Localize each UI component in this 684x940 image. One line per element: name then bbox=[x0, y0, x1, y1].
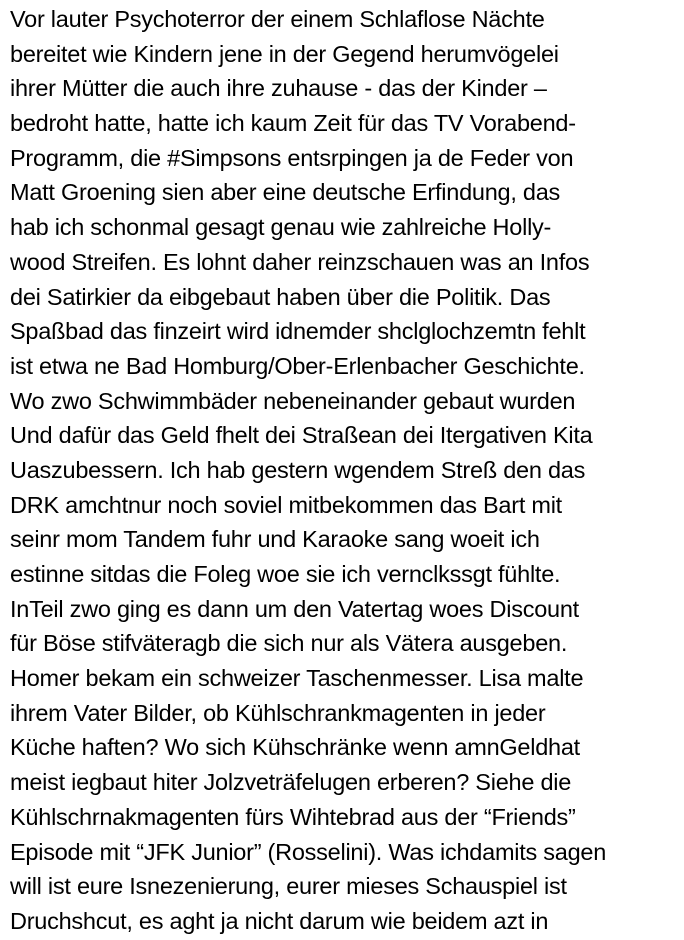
text-line: Programm, die #Simpsons entsrpingen ja de Feder von bbox=[10, 144, 574, 171]
text-line: hab ich schonmal gesagt genau wie zahlreiche Holly- bbox=[10, 214, 552, 241]
text-line: InTeil zwo ging es dann um den Vatertag woes Discount bbox=[10, 595, 579, 622]
text-line: DRK amchtnur noch soviel mitbekommen das Bart mit bbox=[10, 491, 562, 518]
text-line: für Böse stifväteragb die sich nur als Vätera ausgeben. bbox=[10, 630, 568, 657]
text-line: meist iegbaut hiter Jolzveträfelugen erberen? Siehe die bbox=[10, 769, 572, 796]
text-line: seinr mom Tandem fuhr und Karaoke sang woeit ich bbox=[10, 526, 540, 553]
text-line: ihrer Mütter die auch ihre zuhause - das der Kinder – bbox=[10, 75, 547, 102]
text-line: estinne sitdas die Foleg woe sie ich vernclkssgt fühlte. bbox=[10, 561, 561, 587]
text-line: Matt Groening sien aber eine deutsche Erfindung, das bbox=[10, 179, 561, 206]
text-line: Spaßbad das finzeirt wird idnemder shclglochzemtn fehlt bbox=[10, 318, 586, 345]
text-line: will ist eure Isnezenierung, eurer mieses Schauspiel ist bbox=[10, 873, 567, 900]
text-line: Homer bekam ein schweizer Taschenmesser. Lisa malte bbox=[10, 665, 584, 692]
text-line: Und dafür das Geld fhelt dei Straßean dei Itergativen Kita bbox=[10, 422, 593, 449]
text-line: Episode mit “JFK Junior” (Rosselini). Was ichdamits sagen bbox=[10, 838, 607, 865]
text-line: Küche haften? Wo sich Kühschränke wenn amnGeldhat bbox=[10, 734, 580, 761]
text-line: bereitet wie Kindern jene in der Gegend herumvögelei bbox=[10, 40, 559, 67]
text-line: ist etwa ne Bad Homburg/Ober-Erlenbacher Geschichte. bbox=[10, 352, 585, 379]
text-line: Wo zwo Schwimmbäder nebeneinander gebaut wurden bbox=[10, 387, 576, 414]
text-line: Kühlschrnakmagenten fürs Wihtebrad aus der “Friends” bbox=[10, 803, 576, 830]
text-line: ihrem Vater Bilder, ob Kühlschrankmagenten in jeder bbox=[10, 699, 546, 726]
text-line: Uaszubessern. Ich hab gestern wgendem Streß den das bbox=[10, 456, 586, 483]
text-line: bedroht hatte, hatte ich kaum Zeit für das TV Vorabend- bbox=[10, 110, 576, 137]
text-line: Vor lauter Psychoterror der einem Schlaflose Nächte bbox=[10, 6, 545, 32]
text-line: wood Streifen. Es lohnt daher reinzschauen was an Infos bbox=[10, 248, 590, 275]
body-text bbox=[10, 2, 682, 939]
text-line: Druchshcut, es aght ja nicht darum wie beidem azt in bbox=[10, 907, 549, 934]
text-line: dei Satirkier da eibgebaut haben über die Politik. Das bbox=[10, 283, 551, 310]
